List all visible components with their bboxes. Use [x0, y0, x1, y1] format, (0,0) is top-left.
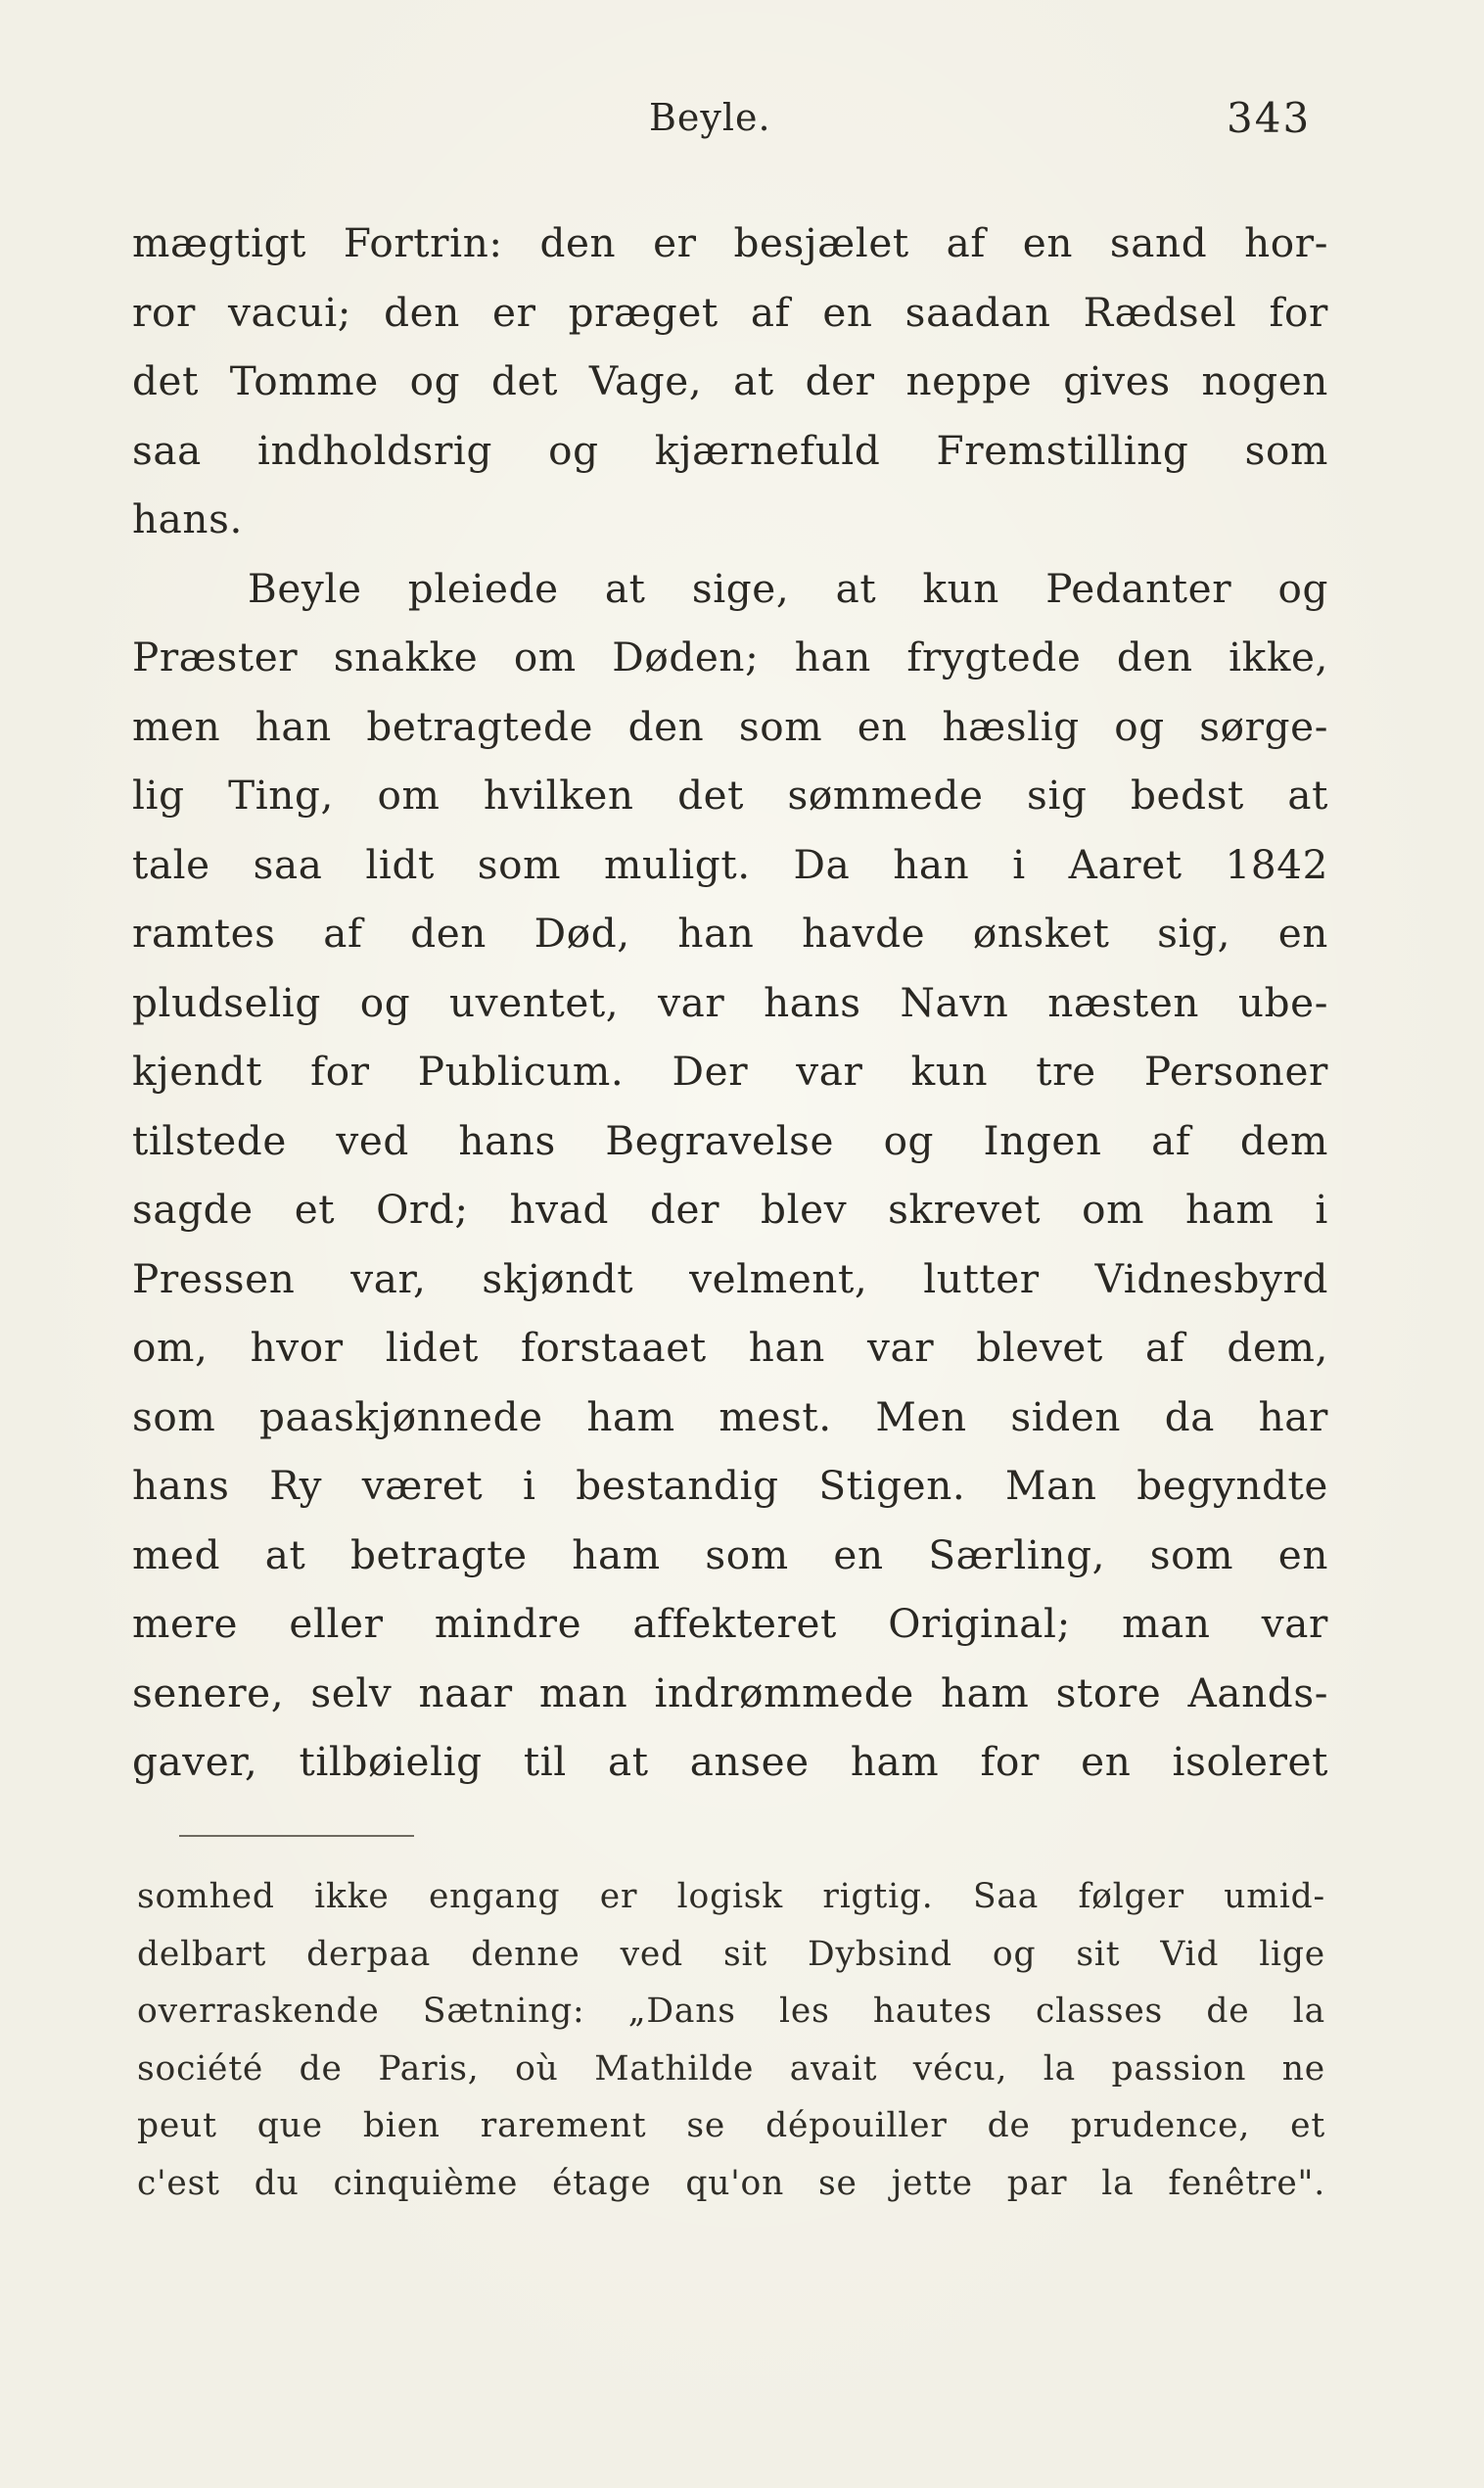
footnote-line: delbart derpaa denne ved sit Dybsind og sit Vid lige: [137, 1934, 1325, 1974]
text-line: om, hvor lidet forstaaet han var blevet af dem,: [132, 1324, 1328, 1371]
text-line: Præster snakke om Døden; han frygtede den ikke,: [132, 634, 1328, 681]
text-line: med at betragte ham som en Særling, som en: [132, 1530, 1328, 1578]
footnote-line: somhed ikke engang er logisk rigtig. Saa følger umid-: [137, 1877, 1325, 1916]
paragraph-start-line: Beyle pleiede at sige, at kun Pedanter og: [248, 564, 1328, 612]
text-line: men han betragtede den som en hæslig og sørge-: [132, 702, 1328, 750]
text-line: Pressen var, skjøndt velment, lutter Vidnesbyrd: [132, 1254, 1328, 1302]
text-line: hans.: [132, 495, 243, 542]
footnote-line: overraskende Sætning: „Dans les hautes classes de la: [137, 1992, 1325, 2032]
text-line: lig Ting, om hvilken det sømmede sig bedst at: [132, 772, 1328, 819]
text-line: senere, selv naar man indrømmede ham store Aands-: [132, 1668, 1328, 1716]
footnote-line: c'est du cinquième étage qu'on se jette par la fenêtre".: [137, 2163, 1325, 2203]
page-number: 343: [1227, 94, 1312, 142]
text-line: saa indholdsrig og kjærnefuld Fremstilling som: [132, 426, 1328, 474]
text-line: gaver, tilbøielig til at ansee ham for en isoleret: [132, 1738, 1328, 1785]
footnote-line: société de Paris, où Mathilde avait vécu, la passion ne: [137, 2048, 1325, 2089]
running-head-title: Beyle.: [649, 96, 771, 139]
text-line: mægtigt Fortrin: den er besjælet af en sand hor-: [132, 219, 1328, 266]
text-line: ror vacui; den er præget af en saadan Rædsel for: [132, 288, 1328, 336]
footnote-divider: [179, 1835, 414, 1837]
footnote: [137, 1868, 1325, 2213]
text-line: som paaskjønnede ham mest. Men siden da har: [132, 1392, 1328, 1440]
text-line: sagde et Ord; hvad der blev skrevet om ham i: [132, 1186, 1328, 1233]
text-line: kjendt for Publicum. Der var kun tre Personer: [132, 1048, 1328, 1095]
text-line: pludselig og uventet, var hans Navn næsten ube-: [132, 978, 1328, 1026]
text-line: hans Ry været i bestandig Stigen. Man begyndte: [132, 1462, 1328, 1509]
text-line: tilstede ved hans Begravelse og Ingen af dem: [132, 1116, 1328, 1164]
text-line: det Tomme og det Vage, at der neppe gives nogen: [132, 357, 1328, 404]
text-line: ramtes af den Død, han havde ønsket sig, en: [132, 910, 1328, 957]
text-line: mere eller mindre affekteret Original; man var: [132, 1600, 1328, 1647]
running-head: [0, 90, 1484, 159]
footnote-line: peut que bien rarement se dépouiller de prudence, et: [137, 2106, 1325, 2146]
text-line: tale saa lidt som muligt. Da han i Aaret 1842: [132, 840, 1328, 888]
body-text: [132, 209, 1328, 1797]
